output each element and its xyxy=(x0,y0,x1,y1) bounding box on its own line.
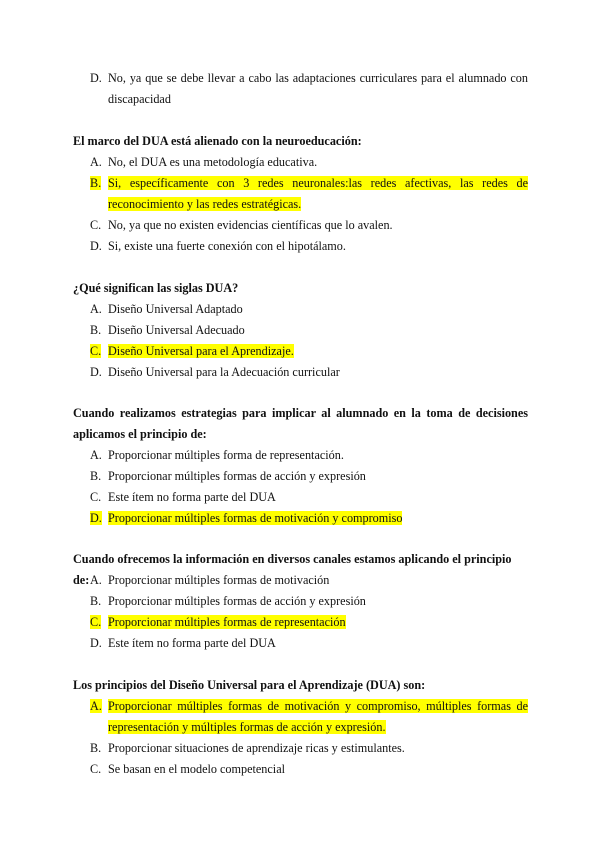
option-5-c xyxy=(90,759,528,780)
option-text: Proporcionar múltiples forma de representación. xyxy=(108,448,344,462)
option-letter: D. xyxy=(90,239,102,253)
option-4-c xyxy=(90,612,528,633)
option-letter: B. xyxy=(90,469,102,483)
option-2-c xyxy=(90,341,528,362)
option-text: Diseño Universal Adecuado xyxy=(108,323,245,337)
option-1-d xyxy=(90,236,528,257)
option-letter: A. xyxy=(90,302,102,316)
option-letter: B. xyxy=(90,176,102,190)
option-text: Diseño Universal para la Adecuación curricular xyxy=(108,365,340,379)
option-2-a xyxy=(90,299,528,320)
option-1-c xyxy=(90,215,528,236)
option-text: Diseño Universal Adaptado xyxy=(108,302,243,316)
option-letter: C. xyxy=(90,344,102,358)
option-text: Diseño Universal para el Aprendizaje. xyxy=(108,344,294,358)
option-3-c xyxy=(90,487,528,508)
option-letter: B. xyxy=(90,741,102,755)
option-letter: D. xyxy=(90,511,102,525)
option-letter: C. xyxy=(90,762,102,776)
option-2-b xyxy=(90,320,528,341)
option-text: Proporcionar múltiples formas de acción y expresión xyxy=(108,594,366,608)
option-text: Proporcionar múltiples formas de motivación y compromiso, múltiples formas de representación y múltiples formas de acción y expresión. xyxy=(108,699,528,734)
question-4: Cuando ofrecemos la información en diversos canales estamos aplicando el principio de: xyxy=(73,552,512,587)
option-5-a xyxy=(90,696,528,738)
option-5-b xyxy=(90,738,528,759)
option-text: Proporcionar múltiples formas de motivación y compromiso xyxy=(108,511,403,525)
option-text: Proporcionar múltiples formas de representación xyxy=(108,615,346,629)
option-3-d xyxy=(90,508,528,529)
option-letter: B. xyxy=(90,594,102,608)
option-letter: C. xyxy=(90,218,102,232)
option-text: No, ya que no existen evidencias científicas que lo avalen. xyxy=(108,218,393,232)
option-letter: A. xyxy=(90,155,102,169)
option-text: Proporcionar múltiples formas de acción y expresión xyxy=(108,469,366,483)
option-3-b xyxy=(90,466,528,487)
option-0-d xyxy=(90,68,528,110)
question-3: Cuando realizamos estrategias para implicar al alumnado en la toma de decisiones aplicamos el principio de: xyxy=(73,406,528,441)
option-letter: D. xyxy=(90,365,102,379)
option-text: Si, existe una fuerte conexión con el hipotálamo. xyxy=(108,239,346,253)
option-text: Si, específicamente con 3 redes neuronales:las redes afectivas, las redes de reconocimiento y las redes estratégicas. xyxy=(108,176,528,211)
option-1-b xyxy=(90,173,528,215)
option-4-b xyxy=(90,591,528,612)
option-2-d xyxy=(90,362,528,383)
question-1: El marco del DUA está alienado con la neuroeducación: xyxy=(73,134,362,148)
option-letter: C. xyxy=(90,490,102,504)
option-text: Este ítem no forma parte del DUA xyxy=(108,490,276,504)
option-letter: B. xyxy=(90,323,102,337)
option-4-a xyxy=(90,570,528,591)
option-text: Proporcionar múltiples formas de motivación xyxy=(108,573,330,587)
question-2: ¿Qué significan las siglas DUA? xyxy=(73,281,239,295)
option-text: Se basan en el modelo competencial xyxy=(108,762,285,776)
option-text: No, el DUA es una metodología educativa. xyxy=(108,155,318,169)
option-1-a xyxy=(90,152,528,173)
option-letter: A. xyxy=(90,699,102,713)
option-text: No, ya que se debe llevar a cabo las adaptaciones curriculares para el alumnado con discapacidad xyxy=(108,71,528,106)
option-letter: A. xyxy=(90,448,102,462)
option-letter: D. xyxy=(90,71,102,85)
option-text: Este ítem no forma parte del DUA xyxy=(108,636,276,650)
option-letter: C. xyxy=(90,615,102,629)
option-4-d xyxy=(90,633,528,654)
option-letter: D. xyxy=(90,636,102,650)
option-letter: A. xyxy=(90,573,102,587)
option-3-a xyxy=(90,445,528,466)
option-text: Proporcionar situaciones de aprendizaje ricas y estimulantes. xyxy=(108,741,405,755)
question-5: Los principios del Diseño Universal para el Aprendizaje (DUA) son: xyxy=(73,678,426,692)
